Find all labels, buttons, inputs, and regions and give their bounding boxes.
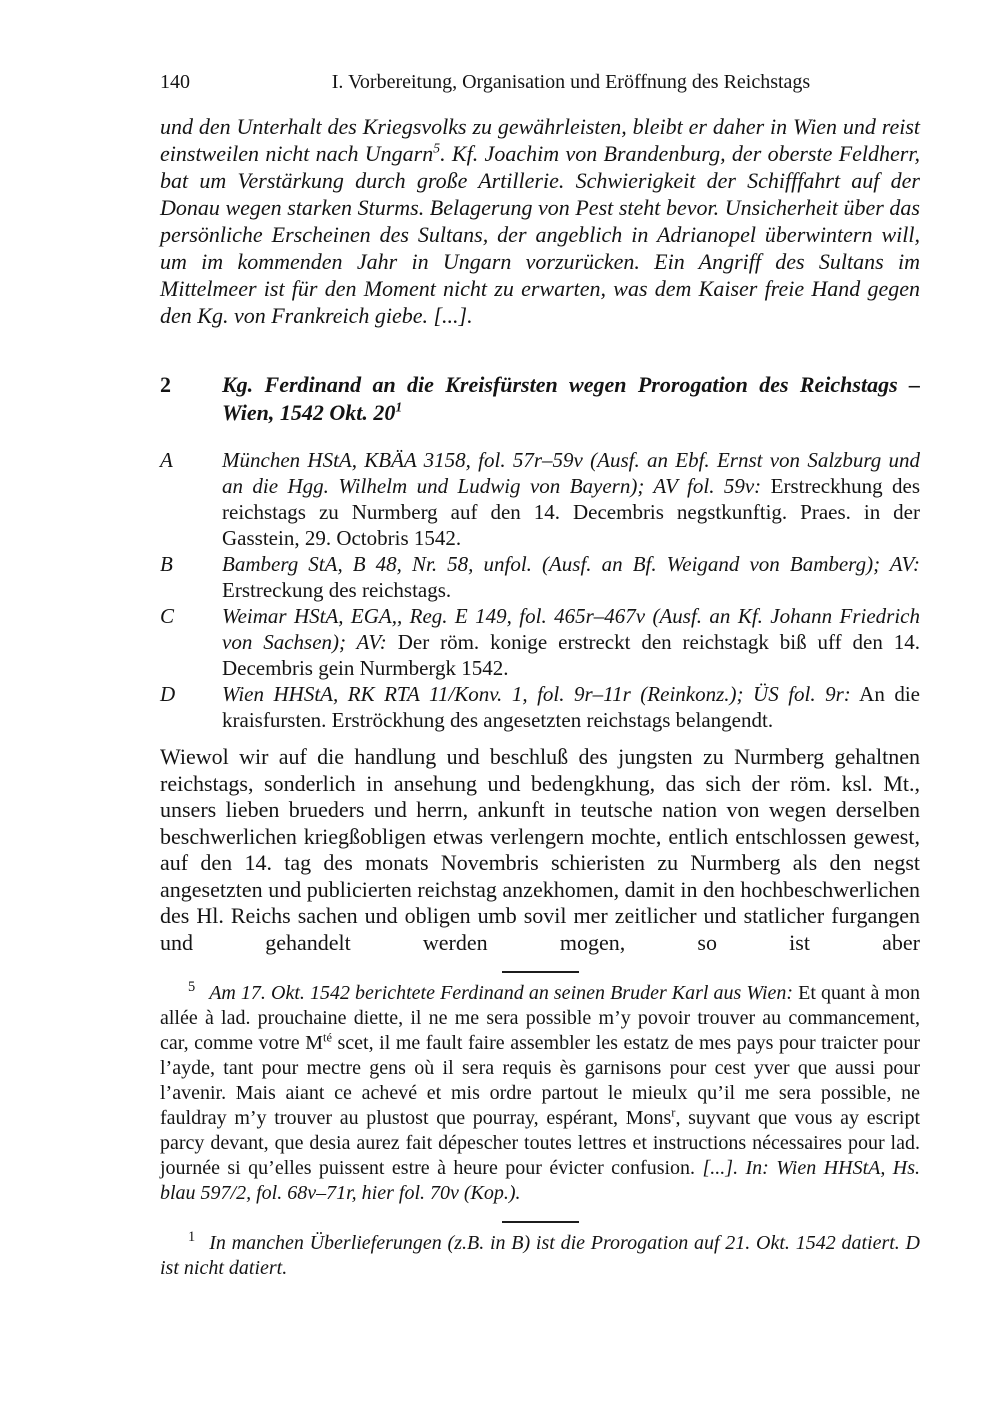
footnote-5-source: [...]. In: Wien HHStA, Hs. blau 597/2, fol. 68v–71r, hier fol. 70v (Kop.). xyxy=(160,1157,920,1204)
source-text-d xyxy=(222,681,920,733)
source-label-d: D xyxy=(160,682,176,706)
footnote-1-marker: 1 xyxy=(188,1229,196,1246)
source-list xyxy=(160,447,920,733)
source-text-c xyxy=(222,603,920,681)
source-label-c: C xyxy=(160,604,175,628)
section-title-text: Kg. Ferdinand an die Kreisfürsten wegen Prorogation des Reichstags – Wien, 1542 Okt. 20 xyxy=(222,372,920,425)
summary-paragraph xyxy=(160,113,920,329)
footnote-5-intro: Am 17. Okt. 1542 berichtete Ferdinand an seinen Bruder Karl aus Wien: xyxy=(209,982,794,1004)
footnote-5 xyxy=(160,981,920,1206)
footnote-5-quote-3: , suyvant que vous ay escript parcy devant, que desia aurez fait dépescher toutes lettres et instructions nécessaires pour lad. journée si qu’elles puissent estre à heure pour évicter confusion. xyxy=(160,1107,920,1179)
page-content xyxy=(160,0,920,1281)
running-header-title: I. Vorbereitung, Organisation und Eröffnung des Reichstags xyxy=(331,71,811,93)
source-c-archive: Weimar HStA, EGA,, Reg. E 149, fol. 465r–467v (Ausf. an Kf. Johann Friedrich von Sachsen); AV: xyxy=(222,604,920,654)
section-title xyxy=(222,371,920,427)
footnote-separator-1 xyxy=(502,971,579,973)
source-a-note: Erstreckhung des reichstags zu Nurmberg auf den 14. Decembris negstkunftig. Praes. in der Gasstein, 29. Octobris 1542. xyxy=(222,474,921,550)
source-label-a: A xyxy=(160,448,173,472)
source-entry-b xyxy=(160,551,920,603)
source-d-note: An die kraisfursten. Erströckhung des angesetzten reichstags belangendt. xyxy=(222,682,921,732)
source-entry-a xyxy=(160,447,920,551)
source-b-note: Erstreckung des reichstags. xyxy=(222,578,452,602)
footnote-ref-5: 5 xyxy=(433,140,441,156)
section-heading xyxy=(160,371,920,427)
summary-text-2: . Kf. Joachim von Brandenburg, der oberste Feldherr, bat um Verstärkung durch große Artillerie. Schwierigkeit der Schifffahrt auf der Donau wegen starken Sturms. Belagerung von Pest steht bevor. Unsicherheit über das persönliche Erscheinen des Sultans, der angeblich in Adrianopel überwintern will, um im kommenden Jahr in Ungarn vorzurücken. Ein Angriff des Sultans im Mittelmeer ist für den Moment nicht zu erwarten, was dem Kaiser freie Hand gegen den Kg. von Frankreich giebe. [...]. xyxy=(160,141,920,328)
source-c-note: Der röm. konige erstreckt den reichstagk biß uff den 14. Decembris gein Nurmbergk 1542. xyxy=(222,630,920,680)
source-d-archive: Wien HHStA, RK RTA 11/Konv. 1, fol. 9r–11r (Reinkonz.); ÜS fol. 9r: xyxy=(222,682,851,706)
summary-text-1: und den Unterhalt des Kriegsvolks zu gewährleisten, bleibt er daher in Wien und reist einstweilen nicht nach Ungarn xyxy=(160,114,920,166)
source-entry-c xyxy=(160,603,920,681)
footnote-ref-1: 1 xyxy=(395,399,403,415)
running-header xyxy=(160,70,920,94)
source-entry-d xyxy=(160,681,920,733)
footnote-5-superscript-te: té xyxy=(323,1030,332,1045)
footnote-5-superscript-r: r xyxy=(671,1105,676,1120)
body-paragraph: Wiewol wir auf die handlung und beschluß des jungsten zu Nurmberg gehaltnen reichstags, sonderlich in ansehung und bedengkhung, das sich der röm. ksl. Mt., unsers lieben brueders und herrn, ankunft in teutsche nation von wegen derselben beschwerlichen kriegßobligen etwas verlengern mochte, entlich entschlossen gewest, auf den 14. tag des monats Novembris schieristen zu Nurmberg als den negst angesetzten und publicierten reichstag anzekhomen, damit in den hochbeschwerlichen des Hl. Reichs sachen und obligen umb sovil mer zeitlicher und statlicher furgangen und gehandelt werden mogen, so ist aber xyxy=(160,744,920,955)
source-text-a xyxy=(222,447,920,551)
source-b-archive: Bamberg StA, B 48, Nr. 58, unfol. (Ausf. an Bf. Weigand von Bamberg); AV: xyxy=(222,552,920,576)
source-text-b xyxy=(222,551,920,603)
page-number: 140 xyxy=(160,71,190,93)
footnote-5-marker: 5 xyxy=(188,979,196,996)
footnote-5-quote-2: scet, il me fault faire assembler les estatz de mes pays pour traicter pour l’ayde, tant pour mectre gens où il sera requis ès garnisons pour cest yver que aussi pour l’avenir. Mais aiant ce achevé et mis ordre partout le mieulx qu’il me sera possible, ne fauldray m’y trouver au plustost que pourray, espérant, Mons xyxy=(160,1032,920,1129)
footnote-1 xyxy=(160,1231,920,1281)
footnote-1-text: In manchen Überlieferungen (z.B. in B) ist die Prorogation auf 21. Okt. 1542 datiert. D ist nicht datiert. xyxy=(160,1232,920,1279)
footnote-5-quote-1: Et quant à mon allée à lad. prouchaine diette, il ne me sera possible m’y povoir trouver au commancement, car, comme votre M xyxy=(160,982,921,1054)
section-number: 2 xyxy=(160,372,171,397)
footnote-separator-2 xyxy=(502,1221,579,1223)
source-a-archive: München HStA, KBÄA 3158, fol. 57r–59v (Ausf. an Ebf. Ernst von Salzburg und an die Hgg. Wilhelm und Ludwig von Bayern); AV fol. 59v: xyxy=(222,448,920,498)
source-label-b: B xyxy=(160,552,173,576)
